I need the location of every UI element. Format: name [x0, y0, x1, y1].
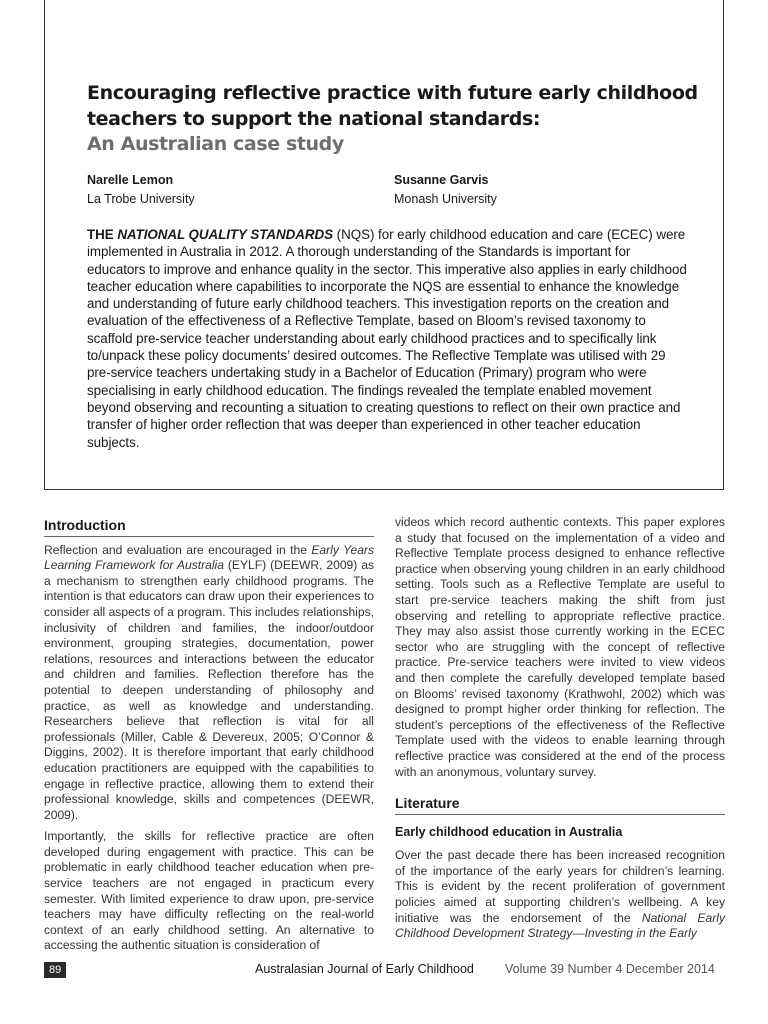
abstract-body: (NQS) for early childhood education and care (ECEC) were implemented in Australia in 2012. A thorough understanding of the Standards is important for educators to improve and enhance quality in the sector. This imperative also applies in early childhood teacher education where capabilities to incorporate the NQS are essential to enhance the knowledge and understanding of future early childhood teachers. This investigation reports on the creation and evaluation of the effectiveness of a Reflective Template, based on Bloom’s revised taxonomy to scaffold pre-service teacher understanding about early childhood practices and to specifically link to/unpack these policy documents’ desired outcomes. The Reflective Template was utilised with 29 pre-service teachers undertaking study in a Bachelor of Education (Primary) program who were specialising in early childhood education. The findings revealed the template enabled movement beyond observing and recounting a situation to creating questions to reflect on their own practice and transfer of higher order reflection that was deeper than experienced in other teacher education subjects.	[87, 227, 687, 450]
lit-p1-text: Over the past decade there has been increased recognition of the importance of the early years for children’s learning. This is evident by the recent proliferation of government policies aimed at supporting children’s wellbeing. A key initiative was the endorsement of the	[395, 848, 725, 925]
title-line-1: Encouraging reflective practice with future early childhood	[87, 82, 698, 104]
left-column	[44, 518, 374, 960]
author-name-2: Susanne Garvis	[394, 173, 489, 187]
author-affiliation-2: Monash University	[394, 192, 497, 206]
page-footer	[44, 962, 724, 978]
intro-p1-text-b: (EYLF) (DEEWR, 2009) as a mechanism to strengthen early childhood programs. The intention is that educators can draw upon their experiences to consider all aspects of a program. This includes relationships, inclusivity of children and families, the indoor/outdoor environment, grouping strategies, documentation, power relations, resources and interactions between the educator and children and families. Reflection therefore has the potential to deepen understanding of philosophy and practice, as well as knowledge and understanding. Researchers believe that reflection is vital for all professionals (Miller, Cable & Devereux, 2005; O’Connor & Diggins, 2002). It is therefore important that early childhood education practitioners are equipped with the capabilities to engage in reflective practice, allowing them to extend their professional knowledge, skills and competences (DEEWR, 2009).	[44, 558, 374, 822]
introduction-heading: Introduction	[44, 518, 374, 537]
title-line-2: teachers to support the national standards:	[87, 108, 541, 130]
article-title	[87, 80, 707, 132]
journal-issue: Volume 39 Number 4 December 2014	[505, 962, 715, 976]
author-affiliation-1: La Trobe University	[87, 192, 195, 206]
abstract-the: THE	[87, 227, 118, 242]
literature-heading: Literature	[395, 796, 725, 815]
intro-p1-text-a: Reflection and evaluation are encouraged in the	[44, 542, 312, 557]
introduction-paragraph-1	[44, 543, 374, 824]
literature-paragraph-1	[395, 848, 725, 942]
intro-p1-emphasis: Early Years Learning Framework for Australia	[44, 542, 375, 573]
article-subtitle: An Australian case study	[87, 133, 344, 155]
introduction-paragraph-3: videos which record authentic contexts. This paper explores a study that focused on the implementation of a video and Reflective Template process designed to enhance reflective practice when observing young children in an early childhood setting. Tools such as a Reflective Template are useful to start pre-service teachers making the shift from just observing and retelling to appropriate reflective practice. They may also assist those currently working in the ECEC sector who are struggling with the concept of reflective practice. Pre-service teachers were invited to view videos and then complete the carefully developed template based on Blooms’ revised taxonomy (Krathwohl, 2002) which was designed to prompt higher order thinking for reflection. The student’s perceptions of the effectiveness of the Reflective Template used with the videos to enable learning through reflective practice was considered at the end of the process with an anonymous, voluntary survey.	[395, 515, 725, 779]
journal-name: Australasian Journal of Early Childhood	[255, 962, 474, 976]
lit-p1-emphasis: National Early Childhood Development Strategy—Investing in the Early	[395, 910, 725, 941]
literature-subheading: Early childhood education in Australia	[395, 824, 623, 839]
introduction-paragraph-2: Importantly, the skills for reflective practice are often developed during engagement with practice. This can be problematic in early childhood teacher education when pre-service teachers are not engaged in practicum every semester. With limited experience to draw upon, pre-service teachers may have difficulty reflecting on the real-world context of an early childhood setting. An alternative to accessing the authentic situation is consideration of	[44, 829, 374, 953]
abstract-lead: NATIONAL QUALITY STANDARDS	[117, 227, 333, 242]
page-number: 89	[44, 962, 66, 978]
abstract-text	[87, 226, 687, 451]
author-name-1: Narelle Lemon	[87, 173, 174, 187]
right-column	[395, 515, 725, 948]
